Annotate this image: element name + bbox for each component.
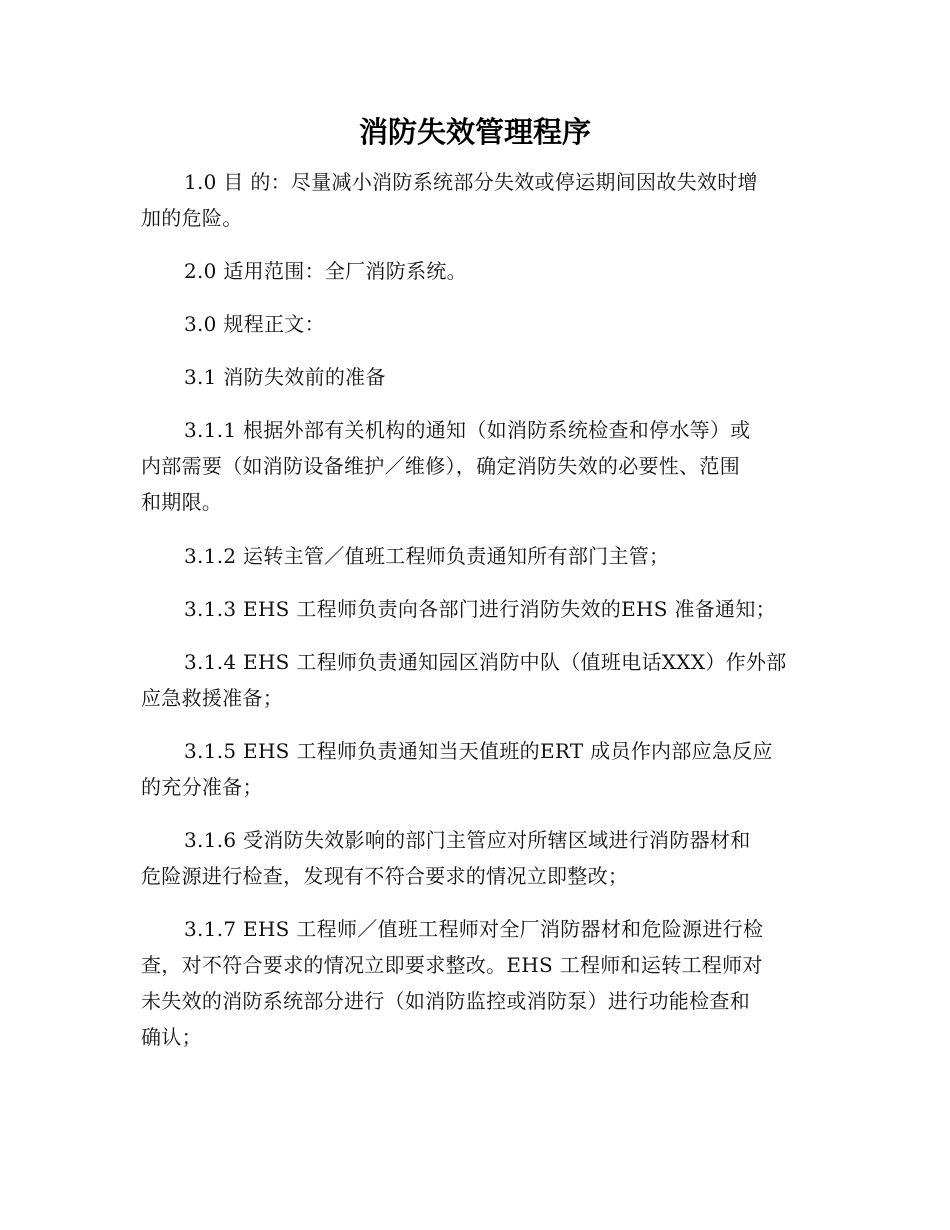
paragraph-line: 内部需要（如消防设备维护／维修），确定消防失效的必要性、范围 [141,454,740,478]
paragraph-line: 1.0 目 的：尽量减小消防系统部分失效或停运期间因故失效时增 [184,170,758,194]
paragraph-line: 查，对不符合要求的情况立即要求整改。EHS 工程师和运转工程师对 [141,953,763,977]
paragraph-procedure-body [141,306,811,342]
paragraph-line: 3.1.3 EHS 工程师负责向各部门进行消防失效的EHS 准备通知； [184,597,776,621]
paragraph-line: 3.1.4 EHS 工程师负责通知园区消防中队（值班电话XXX）作外部 [184,650,787,674]
paragraph-line: 3.1 消防失效前的准备 [184,365,386,389]
paragraph-line: 的充分准备； [141,775,263,799]
paragraph-3-1-1 [141,412,811,520]
paragraph-line: 3.1.1 根据外部有关机构的通知（如消防系统检查和停水等）或 [184,418,751,442]
paragraph-line: 3.0 规程正文： [184,312,325,336]
paragraph-line: 2.0 适用范围：全厂消防系统。 [184,259,467,283]
paragraph-3-1-7 [141,911,811,1055]
paragraph-3-1-3 [141,591,811,627]
paragraph-3-1-5 [141,733,811,805]
paragraph-line: 3.1.2 运转主管／值班工程师负责通知所有部门主管； [184,544,670,568]
document-title: 消防失效管理程序 [358,115,591,149]
paragraph-purpose [141,164,811,236]
paragraph-line: 3.1.6 受消防失效影响的部门主管应对所辖区域进行消防器材和 [184,828,751,852]
paragraph-line: 应急救援准备； [141,686,284,710]
paragraph-line: 未失效的消防系统部分进行（如消防监控或消防泵）进行功能检查和 [141,989,750,1013]
paragraph-3-1-4 [141,644,811,716]
paragraph-3-1-2 [141,538,811,574]
paragraph-line: 确认； [141,1025,202,1049]
paragraph-scope [141,253,811,289]
paragraph-line: 3.1.7 EHS 工程师／值班工程师对全厂消防器材和危险源进行检 [184,917,764,941]
paragraph-line: 加的危险。 [141,206,243,230]
paragraph-line: 和期限。 [141,490,223,514]
paragraph-3-1-6 [141,822,811,894]
paragraph-section-3-1 [141,359,811,395]
paragraph-line: 危险源进行检查，发现有不符合要求的情况立即整改； [141,864,629,888]
paragraph-line: 3.1.5 EHS 工程师负责通知当天值班的ERT 成员作内部应急反应 [184,739,773,763]
